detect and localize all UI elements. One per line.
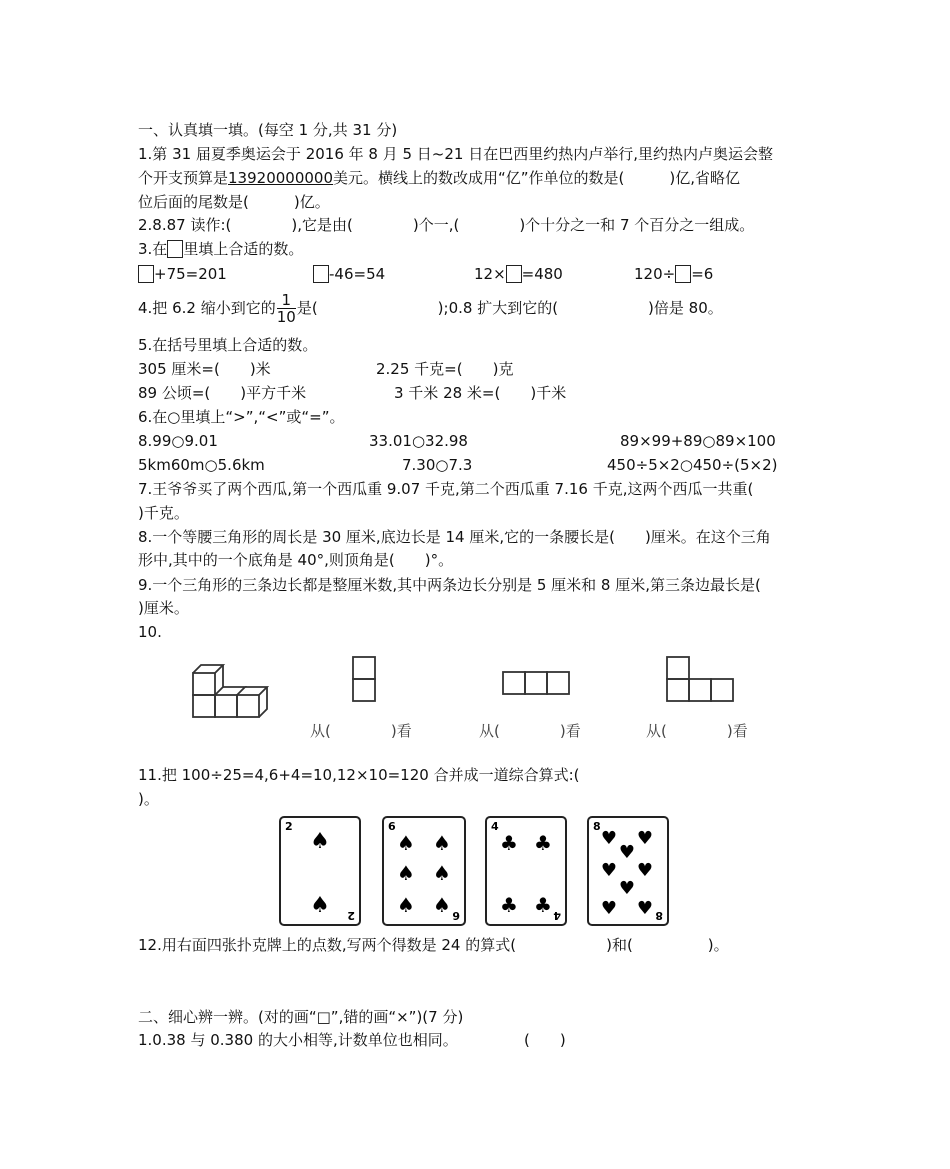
q5-title: 5.在括号里填上合适的数。: [138, 336, 318, 354]
q12: 12.用右面四张扑克牌上的点数,写两个得数是 24 的算式( )和( )。: [138, 936, 729, 954]
card-rank: 2: [347, 909, 355, 922]
card-rank: 6: [452, 909, 460, 922]
answer-box: [167, 240, 183, 258]
q6-a: 8.99○9.01: [138, 432, 218, 450]
q3-expr-3: 12× =480: [474, 265, 563, 283]
fraction: $\frac{1}{10}$: [276, 291, 296, 326]
q6-f: 450÷5×2○450÷(5×2): [607, 456, 778, 474]
heart-icon: ♥: [618, 878, 636, 899]
q3-expr-4: 120÷ =6: [634, 265, 714, 283]
section2-title: 二、细心辨一辨。(对的画“□”,错的画“×”)(7 分): [138, 1008, 464, 1026]
q10-view-1: 从( )看: [310, 722, 412, 740]
q4: 4.把 6.2 缩小到它的 $\frac{1}{10}$ 是( );0.8 扩大到它的( )倍是 80。: [138, 291, 723, 326]
club-icon: ♣: [534, 831, 552, 855]
card-rank: 2: [285, 820, 293, 833]
answer-box: [313, 265, 329, 283]
heart-icon: ♥: [636, 898, 654, 919]
q2: 2.8.87 读作:( ),它是由( )个一,( )个十分之一和 7 个百分之一组成。: [138, 216, 755, 234]
heart-icon: ♥: [636, 860, 654, 881]
spade-icon: ♠: [433, 861, 451, 885]
q3-expr-2: -46=54: [313, 264, 385, 284]
q1-line1: 1.第 31 届夏季奥运会于 2016 年 8 月 5 日~21 日在巴西里约热内卢举行,里约热内卢奥运会整: [138, 145, 773, 163]
answer-box: [138, 265, 154, 283]
heart-icon: ♥: [600, 898, 618, 919]
playing-card: [485, 816, 567, 926]
card-rank: 4: [553, 909, 561, 922]
card-rank: 8: [655, 909, 663, 922]
q10-view-2: 从( )看: [479, 722, 581, 740]
q5-c: 89 公顷=( )平方千米: [138, 384, 307, 402]
q10-view-3: 从( )看: [646, 722, 748, 740]
card-rank: 4: [491, 820, 499, 833]
club-icon: ♣: [534, 893, 552, 917]
q5-d: 3 千米 28 米=( )千米: [394, 384, 567, 402]
view-three-row: [503, 672, 569, 694]
q6-c: 89×99+89○89×100: [620, 432, 776, 450]
answer-box: [506, 265, 522, 283]
q1-line2: 个开支预算是13920000000美元。横线上的数改成用“亿”作单位的数是( )亿,省略亿: [138, 169, 741, 187]
q7-line1: 7.王爷爷买了两个西瓜,第一个西瓜重 9.07 千克,第二个西瓜重 7.16 千克,这两个西瓜一共重(: [138, 480, 754, 498]
q5-b: 2.25 千克=( )克: [376, 360, 514, 378]
section2-q1: 1.0.38 与 0.380 的大小相等,计数单位也相同。: [138, 1031, 458, 1049]
q8-line1: 8.一个等腰三角形的周长是 30 厘米,底边长是 14 厘米,它的一条腰长是( )厘米。在这个三角: [138, 528, 771, 546]
q11-line1: 11.把 100÷25=4,6+4=10,12×10=120 合并成一道综合算式:(: [138, 766, 580, 784]
underlined-number: 13920000000: [228, 169, 333, 187]
spade-icon: ♠: [433, 893, 451, 917]
q5-a: 305 厘米=( )米: [138, 360, 271, 378]
spade-icon: ♠: [397, 831, 415, 855]
heart-icon: ♥: [618, 842, 636, 863]
q1-line3: 位后面的尾数是( )亿。: [138, 193, 330, 211]
q10-figures: [185, 655, 775, 765]
view-l-shape: [667, 657, 733, 701]
q3-expr-1: +75=201: [138, 264, 227, 284]
card-rank: 6: [388, 820, 396, 833]
q11-line2: )。: [138, 790, 159, 808]
q3-title: 3.在 里填上合适的数。: [138, 240, 304, 258]
spade-icon: ♠: [433, 831, 451, 855]
q7-line2: )千克。: [138, 504, 189, 522]
heart-icon: ♥: [600, 860, 618, 881]
spade-icon: ♠: [397, 893, 415, 917]
q6-b: 33.01○32.98: [369, 432, 468, 450]
section1-title: 一、认真填一填。(每空 1 分,共 31 分): [138, 121, 398, 139]
spade-icon: ♠: [310, 893, 330, 918]
q6-title: 6.在○里填上“>”,“<”或“=”。: [138, 408, 345, 426]
spade-icon: ♠: [397, 861, 415, 885]
q9-line2: )厘米。: [138, 599, 189, 617]
cube-cluster-figure: [193, 665, 267, 717]
q6-d: 5km60m○5.6km: [138, 456, 265, 474]
club-icon: ♣: [500, 831, 518, 855]
card-rank: 8: [593, 820, 601, 833]
heart-icon: ♥: [600, 828, 618, 849]
club-icon: ♣: [500, 893, 518, 917]
playing-card: [382, 816, 466, 926]
view-two-stacked: [353, 657, 375, 701]
q10-label: 10.: [138, 623, 162, 641]
playing-card: [279, 816, 361, 926]
answer-box: [675, 265, 691, 283]
q6-e: 7.30○7.3: [402, 456, 473, 474]
q9-line1: 9.一个三角形的三条边长都是整厘米数,其中两条边长分别是 5 厘米和 8 厘米,第三条边最长是(: [138, 576, 761, 594]
playing-card: [587, 816, 669, 926]
spade-icon: ♠: [310, 829, 330, 854]
section2-q1-answer[interactable]: ( ): [524, 1031, 566, 1049]
q8-line2: 形中,其中的一个底角是 40°,则顶角是( )°。: [138, 551, 454, 569]
heart-icon: ♥: [636, 828, 654, 849]
